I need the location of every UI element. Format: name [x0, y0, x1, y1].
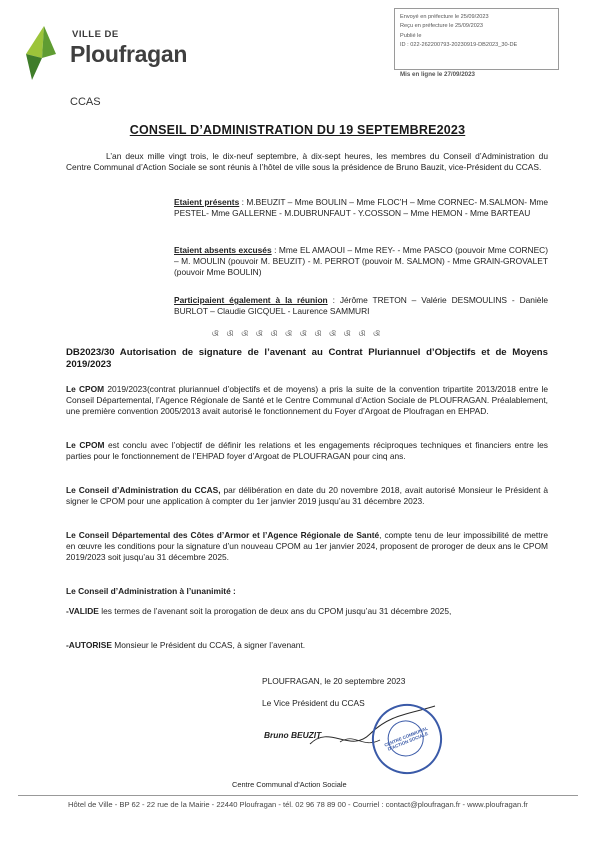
signatory-role: Le Vice Président du CCAS [262, 698, 365, 708]
page-title: CONSEIL D’ADMINISTRATION DU 19 SEPTEMBRE2023 [129, 123, 466, 137]
ploufragan-logo [22, 24, 212, 84]
intro-paragraph: L’an deux mille vingt trois, le dix-neuf septembre, à dix-sept heures, les membres du Conseil d’Administration du Centre Communal d’Action Sociale se sont réunis à l’hôtel de ville sous la présidence de Bruno Bauzit, vice-Président du CCAS. [66, 151, 548, 172]
present-members [174, 197, 548, 219]
online-date: Mis en ligne le 27/09/2023 [400, 71, 475, 78]
decision2-text: Monsieur le Président du CCAS, à signer l’avenant. [111, 640, 306, 650]
deliberation-heading: DB2023/30 Autorisation de signature de l’avenant au Contrat Pluriannuel d’Objectifs et de Moyens 2019/2023 [66, 347, 548, 370]
footer-divider [18, 795, 578, 796]
separator-ornament: ଔ ଔ ଔ ଔ ଔ ଔ ଔ ଔ ଔ ଔ ଔ ଔ [212, 331, 383, 338]
paragraph-cpom-objective [66, 440, 548, 462]
stamp-sent: Envoyé en préfecture le 25/09/2023 [400, 14, 489, 20]
unanimity-line: Le Conseil d’Administration à l’unanimité : [66, 586, 236, 596]
decision-authorise [66, 640, 548, 651]
para2-text: est conclu avec l’objectif de définir les relations et les engagements réciproques techniques et financiers entre les parties pour le fonctionnement de l’EHPAD foyer d’Argoat de PLOUFRAGAN pour cinq ans. [66, 440, 548, 461]
para3-text: par délibération en date du 20 novembre 2018, avait autorisé Monsieur le Président à signer le CPOM pour une application à compter du 1er janvier 2019 jusqu’au 31 décembre 2023. [66, 485, 549, 506]
absent-text: : Mme EL AMAOUI – Mme REY- - Mme PASCO (pouvoir Mme CORNEC) – M. MOULIN (pouvoir M. BEUZIT) - M. PERROT (pouvoir M. SALMON) - Mme GRAIN-GROVALET (pouvoir Mme BOULIN) [174, 245, 548, 277]
paragraph-extension [66, 530, 548, 562]
para2-lead: Le CPOM [66, 440, 105, 450]
paragraph-council-deliberation [66, 485, 548, 507]
present-text: : M.BEUZIT – Mme BOULIN – Mme FLOC’H – Mme CORNEC- M.SALMON- Mme PESTEL- Mme GALLERNE - M.DUBRUNFAUT - Y.COSSON – Mme HEMON - Mme BARTEAU [174, 197, 548, 218]
stamp-published: Publié le [400, 32, 422, 39]
absent-label: Etaient absents excusés [174, 245, 272, 255]
also-present [174, 295, 548, 317]
para1-lead: Le CPOM [66, 384, 105, 394]
place-date: PLOUFRAGAN, le 20 septembre 2023 [262, 676, 406, 686]
logo-leaf-icon [22, 24, 62, 82]
also-label: Participaient également à la réunion [174, 295, 328, 305]
decision2-lead: -AUTORISE [66, 640, 112, 650]
decision1-text: les termes de l’avenant soit la prorogation de deux ans du CPOM jusqu’au 31 décembre 2025, [98, 606, 452, 616]
para4-text: , compte tenu de leur impossibilité de mettre en œuvre les conditions pour la signature d’un nouveau CPOM au 1er janvier 2024, proposent de proroger de deux ans le CPOM 2019/2023 soit jusqu’au 31 décembre 2025. [66, 530, 548, 562]
logo-ville-text: VILLE DE [72, 29, 119, 40]
absent-members [174, 245, 548, 277]
decision-validate [66, 606, 548, 617]
prefecture-stamp [394, 8, 559, 70]
seal-text: CENTRE COMMUNAL D’ACTION SOCIALE [383, 725, 429, 752]
signatory-name: Bruno BEUZIT [264, 730, 322, 740]
stamp-received: Reçu en préfecture le 25/09/2023 [400, 23, 484, 30]
para3-lead: Le Conseil d’Administration du CCAS, [66, 485, 221, 495]
logo-name-text: Ploufragan [70, 41, 188, 67]
paragraph-cpom-history [66, 384, 548, 416]
also-text: : Jérôme TRETON – Valérie DESMOULINS - Danièle BURLOT – Claudie GICQUEL - Laurence SAMMURI [174, 295, 548, 316]
para1-text: 2019/2023(contrat pluriannuel d’objectifs et de moyens) a pris la suite de la convention tripartite 2013/2018 entre le Conseil Départemental, l’Agence Régionale de Santé et le Centre Communal d’Action Sociale de PLOUFRAGAN. Préalablement, une première convention 2005/2013 avait autorisé le fonctionnement du Foyer d’Argoat de Ploufragan en EHPAD. [66, 384, 548, 416]
ccas-label: CCAS [70, 96, 101, 108]
decision1-lead: -VALIDE [66, 606, 99, 616]
signature-caption: Centre Communal d’Action Sociale [232, 780, 347, 789]
present-label: Etaient présents [174, 197, 240, 207]
footer-address: Hôtel de Ville - BP 62 - 22 rue de la Mairie - 22440 Ploufragan - tél. 02 96 78 89 00 - Courriel : contact@ploufragan.fr - www.ploufragan.fr [68, 800, 528, 809]
para4-lead: Le Conseil Départemental des Côtes d’Armor et l’Agence Régionale de Santé [66, 530, 380, 540]
stamp-id: ID : 022-262200793-20230919-DB2023_30-DE [400, 42, 518, 49]
